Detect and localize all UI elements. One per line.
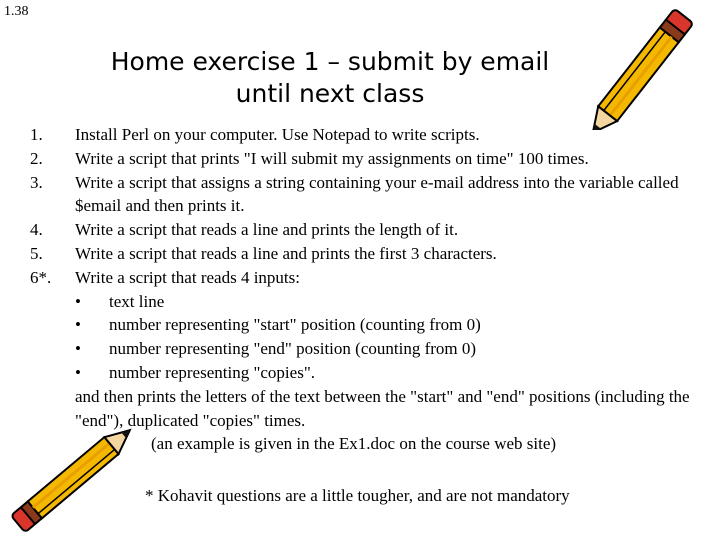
sub-bullet-text: number representing "start" position (counting from 0) bbox=[109, 315, 481, 335]
item-body bbox=[75, 266, 690, 456]
list-item bbox=[30, 218, 690, 242]
list-item bbox=[30, 171, 690, 219]
title-line-1: Home exercise 1 – submit by email bbox=[110, 47, 550, 76]
item-continuation: and then prints the letters of the text between the "start" and "end" positions (including the "end"), duplicated "copies" times. bbox=[75, 386, 690, 430]
list-item bbox=[30, 123, 690, 147]
title-line-2: until next class bbox=[235, 79, 425, 108]
slide-number: 1.38 bbox=[4, 4, 29, 19]
bullet-icon: • bbox=[75, 291, 81, 311]
sub-bullet-text: number representing "end" position (counting from 0) bbox=[109, 339, 477, 359]
item-number: 1. bbox=[30, 125, 43, 144]
bullet-icon: • bbox=[75, 339, 81, 359]
sub-bullet bbox=[75, 290, 690, 314]
sub-bullet-text: text line bbox=[109, 291, 165, 311]
list-item bbox=[30, 242, 690, 266]
item-number: 5. bbox=[30, 243, 43, 263]
item-text: Write a script that reads a line and prints the length of it. bbox=[75, 220, 459, 240]
list-item bbox=[30, 147, 690, 171]
item-number: 4. bbox=[30, 220, 43, 240]
item-number: 6*. bbox=[30, 267, 52, 287]
footnote: * Kohavit questions are a little tougher, and are not mandatory bbox=[145, 486, 570, 505]
slide-title bbox=[60, 46, 600, 110]
sub-bullet-text: number representing "copies". bbox=[109, 362, 316, 382]
sub-bullet bbox=[75, 313, 690, 337]
sub-bullet bbox=[75, 337, 690, 361]
item-number: 2. bbox=[30, 148, 43, 168]
sub-bullet bbox=[75, 361, 690, 385]
item-text: Write a script that assigns a string containing your e-mail address into the variable called $email and then prints it. bbox=[75, 172, 679, 216]
item-text: Install Perl on your computer. Use Notepad to write scripts. bbox=[75, 125, 480, 144]
example-note: (an example is given in the Ex1.doc on the course web site) bbox=[151, 434, 557, 454]
pencil-icon bbox=[0, 406, 150, 545]
item-text: Write a script that prints "I will submit my assignments on time" 100 times. bbox=[75, 148, 589, 168]
item-number: 3. bbox=[30, 172, 43, 192]
bullet-icon: • bbox=[75, 362, 81, 382]
item-text: Write a script that reads a line and prints the first 3 characters. bbox=[75, 243, 497, 263]
pencil-icon bbox=[566, 0, 720, 135]
bullet-icon: • bbox=[75, 315, 81, 335]
item-text: Write a script that reads 4 inputs: bbox=[75, 267, 300, 287]
